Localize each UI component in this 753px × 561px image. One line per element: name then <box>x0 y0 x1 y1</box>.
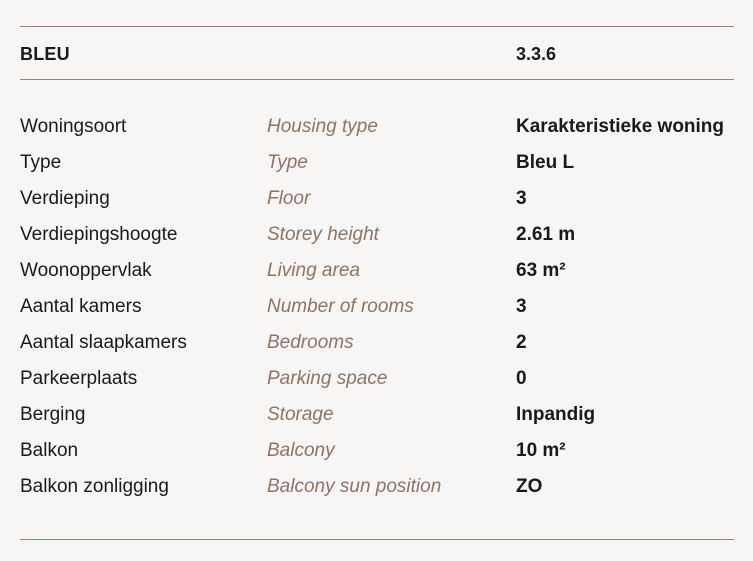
spec-label-nl: Verdiepingshoogte <box>20 224 178 245</box>
spec-value: 3 <box>516 296 527 317</box>
spec-value: 63 m² <box>516 260 566 281</box>
spec-row-parking-space <box>0 360 753 396</box>
spec-label-nl: Type <box>20 152 62 173</box>
unit-header <box>0 42 753 66</box>
spec-row-housing-type <box>0 108 753 144</box>
spec-label-en: Balcony sun position <box>267 476 442 497</box>
spec-value: 0 <box>516 368 527 389</box>
spec-label-en: Storage <box>267 404 334 425</box>
spec-value: 10 m² <box>516 440 566 461</box>
spec-label-nl: Aantal kamers <box>20 296 142 317</box>
spec-label-nl: Berging <box>20 404 86 425</box>
spec-label-en: Storey height <box>267 224 379 245</box>
spec-label-nl: Verdieping <box>20 188 110 209</box>
spec-row-type <box>0 144 753 180</box>
top-divider <box>20 26 734 27</box>
spec-label-en: Number of rooms <box>267 296 414 317</box>
bottom-divider <box>20 539 734 540</box>
spec-value: Inpandig <box>516 404 596 425</box>
header-divider <box>20 79 734 80</box>
spec-value: 2.61 m <box>516 224 576 245</box>
spec-value: Karakteristieke woning <box>516 116 725 137</box>
spec-row-bedrooms <box>0 324 753 360</box>
spec-row-storage <box>0 396 753 432</box>
spec-row-number-of-rooms <box>0 288 753 324</box>
spec-label-nl: Aantal slaapkamers <box>20 332 187 353</box>
spec-value: Bleu L <box>516 152 575 173</box>
spec-label-nl: Balkon <box>20 440 79 461</box>
spec-label-en: Parking space <box>267 368 388 389</box>
spec-label-nl: Woonoppervlak <box>20 260 152 281</box>
spec-label-nl: Woningsoort <box>20 116 127 137</box>
spec-value: ZO <box>516 476 543 497</box>
spec-label-nl: Parkeerplaats <box>20 368 138 389</box>
spec-row-living-area <box>0 252 753 288</box>
specs-table <box>0 108 753 504</box>
unit-code: 3.3.6 <box>516 44 557 64</box>
spec-label-nl: Balkon zonligging <box>20 476 169 497</box>
spec-label-en: Type <box>267 152 308 173</box>
spec-label-en: Living area <box>267 260 360 281</box>
spec-label-en: Bedrooms <box>267 332 354 353</box>
unit-name: BLEU <box>20 44 70 64</box>
spec-label-en: Balcony <box>267 440 335 461</box>
spec-label-en: Housing type <box>267 116 378 137</box>
spec-value: 2 <box>516 332 527 353</box>
spec-row-balcony-sun-position <box>0 468 753 504</box>
spec-row-floor <box>0 180 753 216</box>
spec-row-balcony <box>0 432 753 468</box>
spec-row-storey-height <box>0 216 753 252</box>
spec-value: 3 <box>516 188 527 209</box>
spec-label-en: Floor <box>267 188 311 209</box>
